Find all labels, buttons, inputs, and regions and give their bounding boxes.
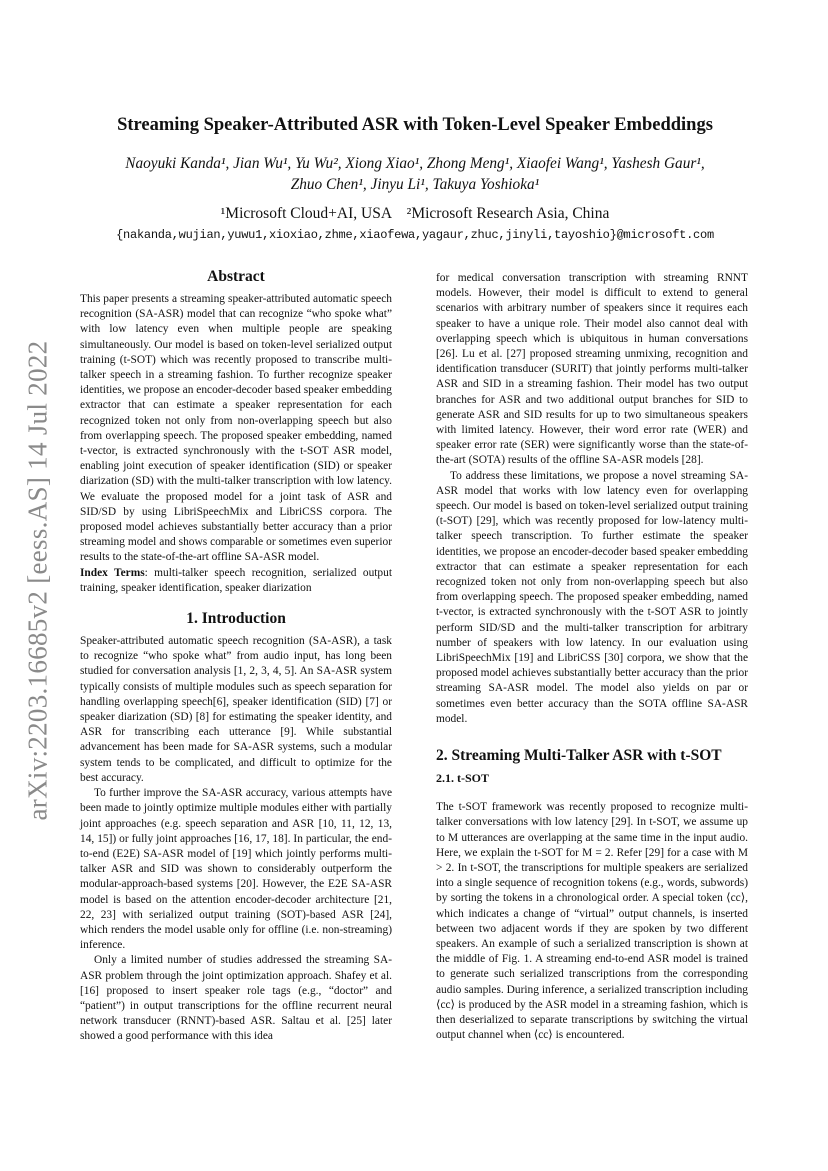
section-2-heading: 2. Streaming Multi-Talker ASR with t-SOT	[436, 747, 722, 765]
intro-paragraph-2: To further improve the SA-ASR accuracy, various attempts have been made to jointly optimize multiple modules either with partially joint approaches (e.g. speech separation and ASR [10, 11, 12, 13, 14, 15]) or fully joint approaches [16, 17, 18]. In particular, the end-to-end (E2E) SA-ASR model of [19] which jointly performs multi-talker ASR and SID was shown to considerably outperform the modular-approach-based systems [20]. However, the E2E SA-ASR model is based on the attention encoder-decoder architecture [21, 22, 23] with serialized output training (SOT)-based ASR [24], which renders the model usable only for offline (i.e. non-streaming) inference.	[80, 787, 392, 952]
intro-paragraph-1: Speaker-attributed automatic speech recognition (SA-ASR), a task to recognize “who spoke what” from audio input, has long been studied for conversation analysis [1, 2, 3, 4, 5]. An SA-ASR system typically consists of multiple modules such as speech separation for handling overlapping speech[6], speaker identification (SID) [7] or speaker diarization (SD) [8] for estimating the speaker identity, and ASR for transcribing each utterance [9]. While substantial advancement has been made for SA-ASR systems, such a modular system tends to be complicated, and difficult to optimize for the best accuracy.	[80, 635, 392, 784]
intro-paragraph-5: To address these limitations, we propose a novel streaming SA-ASR model that works with low latency even for overlapping speech. Our model is based on token-level serialized output training (t-SOT) [29], which was recently proposed for low-latency multi-talker speech transcription. To further estimate the speaker identities, we propose an encoder-decoder based speaker embedding extractor that can estimate a speaker representation for each recognized token not only from non-overlapping speech but also from overlapping speech. The proposed speaker embedding, named t-vector, is extracted synchronously with the t-SOT ASR to jointly perform SID/SD and the multi-talker transcription for arbitrary number of speakers with low latency. In our evaluation using LibriSpeechMix [19] and LibriCSS [30] corpora, we show that the proposed model achieves substantially better accuracy than the prior streaming SA-ASR model. The model also yields on par or sometimes even better accuracy than the SOTA offline SA-ASR model.	[436, 469, 748, 725]
intro-paragraph-4: for medical conversation transcription with streaming RNNT models. However, their model is difficult to extend to general scenarios with arbitrary number of speakers since it requires each speaker to have a unique role. Their model also cannot deal with overlapping speech which is ubiquitous in human conversations [26]. Lu et al. [27] proposed streaming unmixing, recognition and identification transducer (SURIT) that jointly performs multi-talker ASR and SID in a streaming fashion. Their model has two output branches for ASR and two additional output branches for SID to generate ASR and SID results for up to two simultaneous speakers with limited latency. However, their word error rate (WER) and speaker error rate (SER) were significantly worse than the state-of-the-art (SOTA) results of the offline SA-ASR models [28].	[436, 272, 748, 467]
intro-heading: 1. Introduction	[186, 610, 286, 628]
index-terms-label: Index Terms	[80, 566, 145, 579]
abstract-heading: Abstract	[207, 268, 265, 285]
affiliations: ¹Microsoft Cloud+AI, USA ²Microsoft Research Asia, China	[220, 205, 610, 222]
paper-title: Streaming Speaker-Attributed ASR with Token-Level Speaker Embeddings	[117, 115, 713, 135]
email-list: {nakanda,wujian,yuwu1,xioxiao,zhme,xiaofewa,yagaur,zhuc,jinyli,tayoshio}@microsoft.com	[116, 228, 714, 242]
author-line-1: Naoyuki Kanda¹, Jian Wu¹, Yu Wu², Xiong Xiao¹, Zhong Meng¹, Xiaofei Wang¹, Yashesh Gaur¹,	[125, 155, 705, 172]
author-line-2: Zhuo Chen¹, Jinyu Li¹, Takuya Yoshioka¹	[290, 176, 540, 193]
index-terms-text: : multi-talker speech recognition, serialized output training, speaker identification, speaker diarization	[80, 566, 392, 594]
left-column	[80, 268, 392, 1045]
intro-paragraph-3: Only a limited number of studies addressed the streaming SA-ASR problem through the joint optimization approach. Shafey et al. [16] proposed to insert speaker role tags (e.g., “doctor” and “patient”) in output transcriptions for the offline recurrent neural network transducer (RNNT)-based ASR. Saltau et al. [25] later showed a good performance with this idea	[80, 954, 392, 1043]
author-list	[60, 153, 770, 195]
subsection-2-1-heading: 2.1. t-SOT	[436, 771, 490, 786]
abstract-text: This paper presents a streaming speaker-attributed automatic speech recognition (SA-ASR) model that can recognize “who spoke what” with low latency even when multiple people are speaking simultaneously. Our model is based on token-level serialized output training (t-SOT) which was recently proposed to transcribe multi-talker speech in a streaming fashion. To further recognize speaker identities, we propose an encoder-decoder based speaker embedding extractor that can estimate a speaker representation for each recognized token not only from non-overlapping speech but also from overlapping speech. The proposed speaker embedding, named t-vector, is extracted synchronously with the t-SOT ASR model, enabling joint execution of speaker identification (SID) or speaker diarization (SD) with the multi-talker transcription with low latency. We evaluate the proposed model for a joint task of ASR and SID/SD by using LibriSpeechMix and LibriCSS corpora. The proposed model achieves substantially better accuracy than a prior streaming model and shows comparable or sometimes even superior results to the state-of-the-art offline SA-ASR model.	[80, 293, 392, 564]
section-2-paragraph-1: The t-SOT framework was recently proposed to recognize multi-talker conversations with low latency [29]. In t-SOT, we assume up to M utterances are overlapping at the same time in the input audio. Here, we explain the t-SOT for M = 2. Refer [29] for a case with M > 2. In t-SOT, the transcriptions for multiple speakers are serialized into a single sequence of recognition tokens (e.g., words, subwords) by sorting the tokens in a chronological order. A special token ⟨cc⟩, which indicates a change of “virtual” output channels, is inserted between two adjacent words if they are spoken by two different speakers. An example of such a serialized transcription is shown at the middle of Fig. 1. A streaming end-to-end ASR model is trained to generate such serialized transcriptions from the corresponding audio samples. During inference, a serialized transcription including ⟨cc⟩ is produced by the ASR model in a streaming fashion, which is then deserialized to separate transcriptions by switching the virtual output channel when ⟨cc⟩ is encountered.	[436, 801, 748, 1042]
right-column	[436, 271, 748, 1043]
index-terms	[80, 566, 392, 596]
arxiv-stamp: arXiv:2203.16685v2 [eess.AS] 14 Jul 2022	[22, 340, 53, 821]
